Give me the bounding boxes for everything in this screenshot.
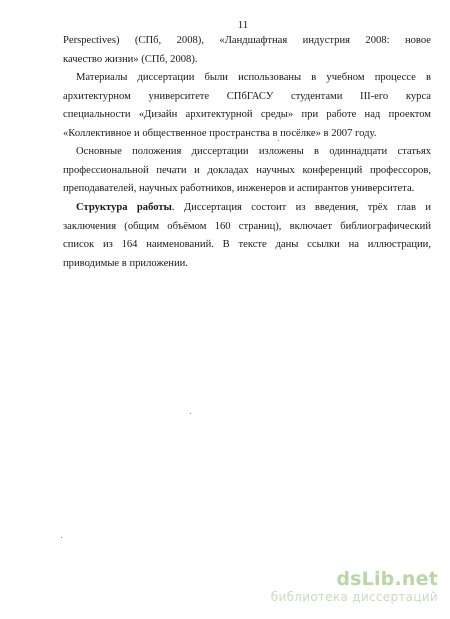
paragraph-line [63, 199, 431, 218]
paragraph-line: список из 164 наименований. В тексте даны ссылки на иллюстрации, [63, 239, 431, 251]
structure-line-rest: . Диссертация состоит из введения, трёх глав и [171, 202, 431, 213]
paragraph-line: преподавателей, научных работников, инженеров и аспирантов университета. [63, 183, 415, 195]
paragraph-publications [63, 143, 431, 199]
paragraph-line: Материалы диссертации были использованы в учебном процессе в [76, 72, 431, 83]
paragraph-line: приводимые в приложении. [63, 257, 188, 269]
paragraph-conferences-continued [63, 32, 431, 69]
structure-heading: Структура работы [76, 202, 172, 213]
scan-speck [190, 413, 191, 414]
paragraph-line: специальности «Дизайн архитектурной среды» при работе над проектом [63, 109, 431, 121]
paragraph-line: архитектурном университете СПбГАСУ студентами III-его курса [63, 90, 431, 102]
watermark [271, 568, 438, 604]
watermark-logo: dsLib.net [336, 568, 438, 590]
paragraph-line: качество жизни» (СПб, 2008). [63, 53, 198, 65]
paragraph-line: Perspectives) (СПб, 2008), «Ландшафтная индустрия 2008: новое [63, 35, 431, 46]
paragraph-line: профессиональной печати и докладах научных конференций профессоров, [63, 164, 431, 176]
paragraph-line: «Коллективное и общественное пространства в посёлке» в 2007 году. [63, 127, 377, 139]
page-number: 11 [237, 19, 249, 31]
paragraph-line: заключения (общим объёмом 160 страниц), включает библиографический [63, 220, 431, 232]
paragraph-implementation [63, 69, 431, 143]
watermark-tagline: библиотека диссертаций [270, 590, 438, 604]
paragraph-structure [63, 199, 431, 273]
paragraph-line: Основные положения диссертации изложены в одиннадцати статьях [76, 146, 431, 157]
scan-speck [61, 537, 62, 538]
scan-speck [278, 140, 279, 141]
